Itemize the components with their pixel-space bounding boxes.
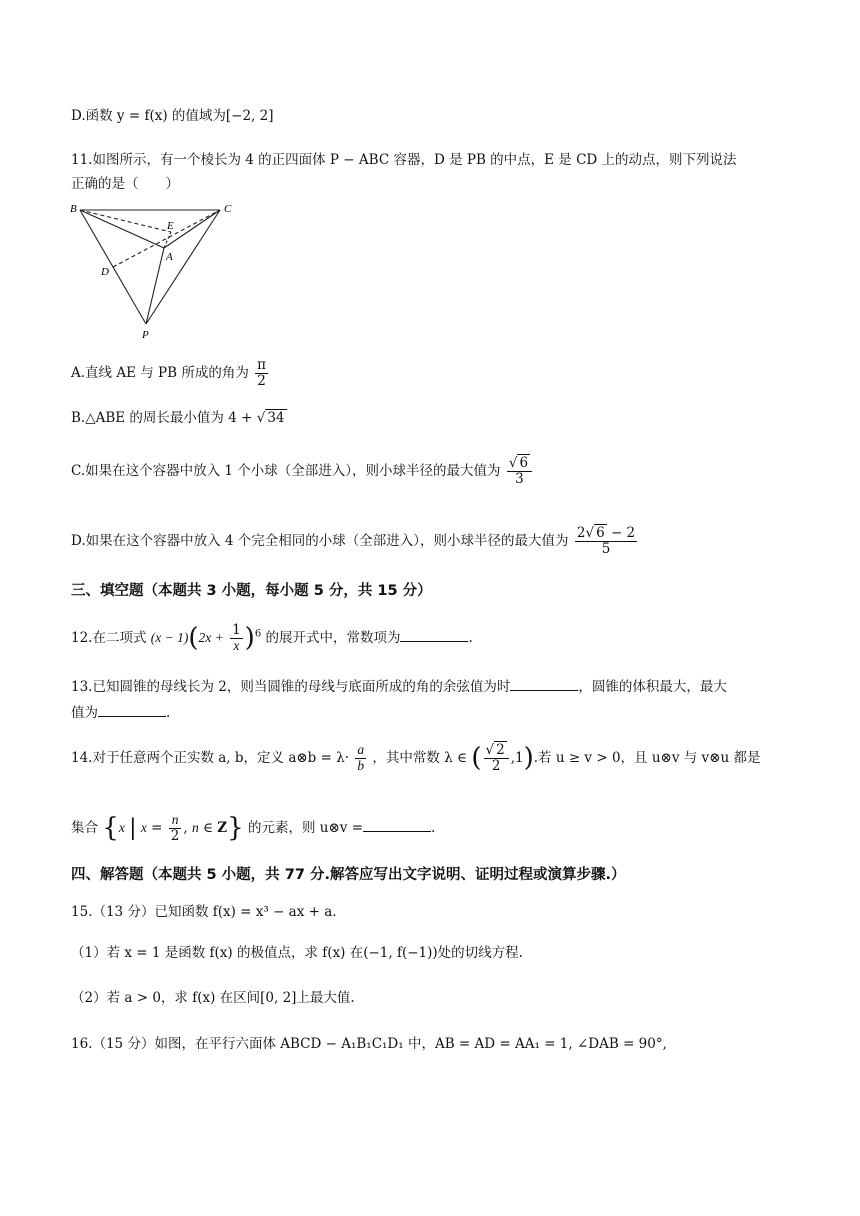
q14-mid: ，其中常数 λ ∈ (372, 749, 468, 766)
q11-stem-line1: 11.如图所示，有一个棱长为 4 的正四面体 P − ABC 容器，D 是 PB 的中点，E 是 CD 上的动点，则下列说法 (71, 152, 737, 168)
q12-post: 的展开式中，常数项为 (265, 629, 401, 646)
q10-option-d-text: D.函数 y = f(x) 的值域为[−2, 2] (71, 108, 274, 124)
label-b: B (70, 203, 77, 215)
q11-option-b: B.△ABE 的周长最小值为 4 + √ 34 (71, 410, 285, 426)
fraction-n-over-2: $\frac{n}{2}$ (170, 811, 180, 844)
frac-num: π (257, 357, 266, 373)
q14-line1: 14.对于任意两个正实数 a, b，定义 a⊗b = λ· $\frac{a}{b}$ ，其中常数 λ ∈ ( $\frac{√ 2}{2}$ ,1).若 u ≥ v > 0，且 u⊗v 与 v⊗u 都是 (71, 741, 761, 774)
fraction-answer-d (575, 526, 637, 557)
q15-part1: （1）若 x = 1 是函数 f(x) 的极值点，求 f(x) 在(−1, f(−1))处的切线方程. (71, 945, 523, 961)
frac-den: 2 (257, 372, 266, 389)
frac-den: 5 (601, 540, 611, 557)
edge-cp (146, 210, 220, 324)
q13-line1-end: ，圆锥的体积最大，最大 (578, 679, 727, 695)
q13-answer-blank-1[interactable] (510, 678, 578, 691)
q13-line2-text: 值为 (71, 705, 98, 721)
q14-line2-pre: 集合 (71, 819, 98, 836)
q14-answer-blank[interactable] (363, 819, 431, 832)
fraction-sqrt6-over-3 (507, 456, 532, 487)
q14-line2: 集合 {x | x = $\frac{n}{2}$ , n ∈ Z} 的元素，则 u⊗v = . (71, 811, 436, 844)
q15-part2: （2）若 a > 0，求 f(x) 在区间[0, 2]上最大值. (71, 990, 355, 1006)
q11-option-b-text: B.△ABE 的周长最小值为 4 + (71, 410, 253, 426)
fraction-1-over-x: $\frac{1}{x}$ (232, 621, 241, 653)
q11-option-d (71, 526, 639, 557)
q16-stem: 16.（15 分）如图，在平行六面体 ABCD − A₁B₁C₁D₁ 中，AB = AD = AA₁ = 1, ∠DAB = 90°, (71, 1036, 667, 1052)
q15-stem: 15.（13 分）已知函数 f(x) = x³ − ax + a. (71, 904, 337, 920)
section-4-title: 四、解答题（本题共 5 小题，共 77 分.解答应写出文字说明、证明过程或演算步骤.） (71, 867, 626, 883)
sqrt-6: 6 (519, 455, 529, 471)
q13-line2-end: . (166, 705, 171, 721)
minus-2: − 2 (610, 525, 636, 541)
q11-option-a (71, 358, 270, 389)
label-e: E (167, 220, 174, 232)
q11-stem-line2: 正确的是（ ） (71, 176, 179, 192)
q11-option-c-text: C.如果在这个容器中放入 1 个小球（全部进入），则小球半径的最大值为 (71, 462, 501, 479)
q14-end: . (431, 819, 436, 836)
section-3-title: 三、填空题（本题共 3 小题，每小题 5 分，共 15 分） (71, 583, 432, 599)
segment-be (80, 210, 171, 232)
q13-line1-text: 13.已知圆锥的母线长为 2，则当圆锥的母线与底面所成的角的余弦值为时 (71, 679, 511, 695)
label-c: C (224, 203, 232, 215)
q13-line2 (71, 704, 170, 722)
q14-line2-post: 的元素，则 u⊗v = (247, 819, 364, 836)
frac-num: √ 6 (507, 456, 532, 472)
label-a: A (166, 251, 173, 263)
q11-option-c (71, 456, 534, 487)
coef: 2 (576, 525, 586, 541)
q12-pre: 12.在二项式 (71, 629, 147, 646)
q12: 12.在二项式 (x − 1)(2x + $\frac{1}{x}$ )$^6$ 的展开式中，常数项为 . (71, 621, 473, 653)
q13-line1 (71, 678, 727, 696)
label-p: P (142, 329, 149, 341)
q10-option-d (71, 108, 274, 125)
q12-end: . (468, 629, 473, 646)
q11-option-d-text: D.如果在这个容器中放入 4 个完全相同的小球（全部进入），则小球半径的最大值为 (71, 532, 569, 549)
sqrt-6: 6 (596, 525, 605, 541)
sqrt-34: 34 (267, 410, 285, 426)
q13-answer-blank-2[interactable] (98, 704, 166, 717)
tetrahedron-figure (68, 200, 248, 345)
q14-pre: 14.对于任意两个正实数 a, b，定义 a⊗b = λ· (71, 749, 350, 766)
q14-post: .若 u ≥ v > 0，且 u⊗v 与 v⊗u 都是 (533, 749, 761, 766)
q12-answer-blank[interactable] (400, 629, 468, 642)
q11-option-a-text: A.直线 AE 与 PB 所成的角为 (71, 364, 249, 381)
fraction-a-over-b: $\frac{a}{b}$ (357, 741, 365, 773)
label-d: D (101, 266, 109, 278)
frac-den: 3 (515, 470, 524, 487)
fraction-pi-over-2 (255, 358, 268, 389)
edge-ba (80, 210, 164, 248)
fraction-sqrt2-over-2: $\frac{√ 2}{2}$ (484, 743, 509, 774)
edge-ap (146, 248, 164, 324)
frac-num: 2√ 6 − 2 (576, 525, 636, 541)
